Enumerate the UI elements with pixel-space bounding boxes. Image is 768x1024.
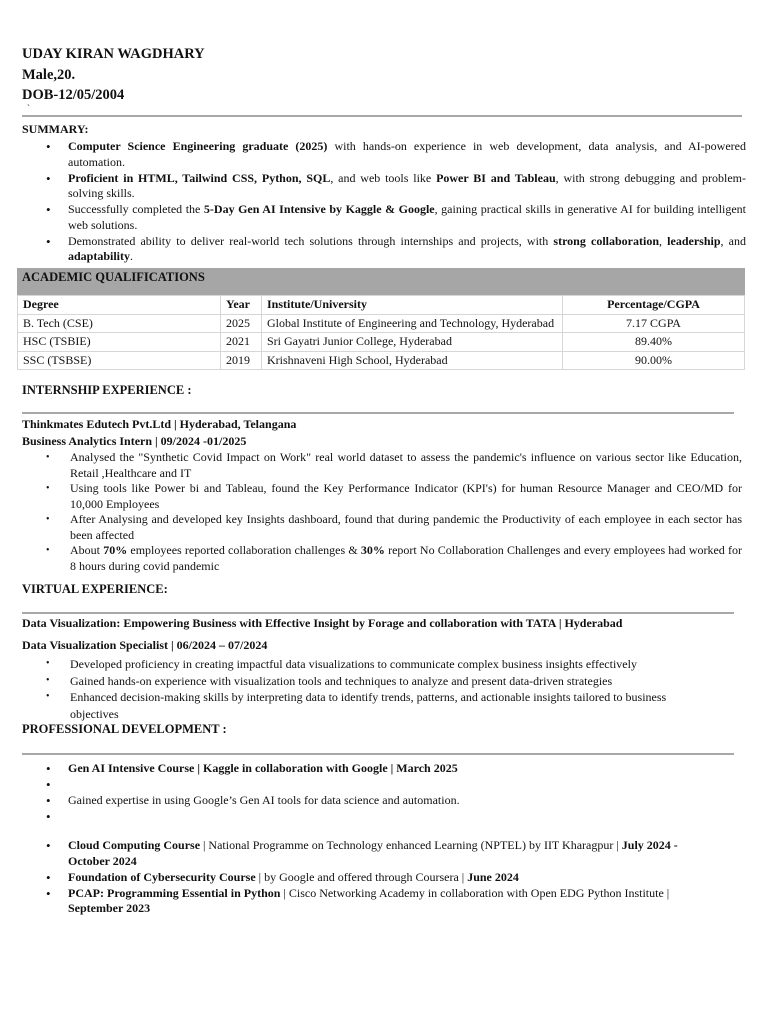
virtual-item: • Developed proficiency in creating impactful data visualizations to communicate complex business insights effectively [22, 656, 712, 673]
cell-degree: HSC (TSBIE) [18, 333, 221, 352]
virtual-item: • Enhanced decision-making skills by interpreting data to identify trends, patterns, and actionable insights tailored to business objectives [22, 689, 712, 722]
cell-percentage: 90.00% [563, 351, 745, 370]
summary-item: • Computer Science Engineering graduate (2025) with hands-on experience in web development, data analysis, and AI-powered automation. [22, 139, 746, 170]
col-degree: Degree [18, 296, 221, 315]
col-institute: Institute/University [262, 296, 563, 315]
stray-mark: ` [27, 103, 30, 113]
table-row [18, 351, 745, 370]
bullet-spacer [22, 825, 712, 838]
gender-age: Male,20. [22, 67, 76, 83]
professional-list-2 [22, 838, 712, 917]
virtual-role: Data Visualization Specialist | 06/2024 – 07/2024 [22, 638, 268, 652]
internship-item: • About 70% employees reported collaboration challenges & 30% report No Collaboration Challenges and every employees had worked for 8 hours during covid pandemic [22, 543, 742, 574]
date-of-birth: DOB-12/05/2004 [22, 87, 125, 103]
header-divider [22, 115, 742, 117]
summary-item: • Successfully completed the 5-Day Gen AI Intensive by Kaggle & Google, gaining practical skills in generative AI for building intelligent web solutions. [22, 202, 746, 233]
professional-heading: PROFESSIONAL DEVELOPMENT : [22, 722, 227, 736]
col-percentage: Percentage/CGPA [563, 296, 745, 315]
table-row [18, 333, 745, 352]
table-header-row [18, 296, 745, 315]
cell-institute: Krishnaveni High School, Hyderabad [262, 351, 563, 370]
course-item: • PCAP: Programming Essential in Python | Cisco Networking Academy in collaboration with Open EDG Python Institute | September 2023 [22, 886, 712, 917]
cell-degree: B. Tech (CSE) [18, 314, 221, 333]
table-row [18, 314, 745, 333]
virtual-program: Data Visualization: Empowering Business with Effective Insight by Forage and collaboration with TATA | Hyderabad [22, 616, 623, 630]
empty-bullet [22, 777, 712, 793]
academic-heading: ACADEMIC QUALIFICATIONS [22, 270, 205, 284]
academic-table [17, 295, 745, 370]
candidate-name: UDAY KIRAN WAGDHARY [22, 46, 205, 62]
internship-role: Business Analytics Intern | 09/2024 -01/2025 [22, 434, 247, 448]
empty-bullet [22, 809, 712, 825]
virtual-list [22, 656, 712, 722]
virtual-heading: VIRTUAL EXPERIENCE: [22, 582, 168, 596]
cell-institute: Global Institute of Engineering and Technology, Hyderabad [262, 314, 563, 333]
cell-year: 2021 [221, 333, 262, 352]
internship-item: • Using tools like Power bi and Tableau, found the Key Performance Indicator (KPI's) for human Resource Manager and CEO/MD for 10,000 Employees [22, 481, 742, 512]
internship-list [22, 450, 742, 574]
summary-heading: SUMMARY: [22, 122, 89, 136]
summary-item: • Demonstrated ability to deliver real-world tech solutions through internships and projects, with strong collaboration, leadership, and adaptability. [22, 234, 746, 265]
cell-percentage: 7.17 CGPA [563, 314, 745, 333]
col-year: Year [221, 296, 262, 315]
cell-year: 2025 [221, 314, 262, 333]
cell-percentage: 89.40% [563, 333, 745, 352]
course-item: • Gen AI Intensive Course | Kaggle in collaboration with Google | March 2025 [22, 761, 712, 777]
internship-company: Thinkmates Edutech Pvt.Ltd | Hyderabad, Telangana [22, 417, 297, 431]
summary-list [22, 139, 746, 265]
virtual-item: • Gained hands-on experience with visualization tools and techniques to analyze and present data-driven strategies [22, 673, 712, 690]
professional-list [22, 761, 712, 840]
course-detail: • Gained expertise in using Google’s Gen AI tools for data science and automation. [22, 793, 712, 809]
internship-divider [22, 412, 734, 414]
course-item: • Foundation of Cybersecurity Course | by Google and offered through Coursera | June 2024 [22, 870, 712, 886]
internship-item: • After Analysing and developed key Insights dashboard, found that during pandemic the Productivity of each employee in each sector has been affected [22, 512, 742, 543]
professional-divider [22, 753, 734, 755]
virtual-divider [22, 612, 734, 614]
summary-item: • Proficient in HTML, Tailwind CSS, Python, SQL, and web tools like Power BI and Tableau, with strong debugging and problem-solving skills. [22, 171, 746, 202]
internship-item: • Analysed the "Synthetic Covid Impact on Work" real world dataset to assess the pandemic's influence on various sector like Education, Retail ,Healthcare and IT [22, 450, 742, 481]
course-item: • Cloud Computing Course | National Programme on Technology enhanced Learning (NPTEL) by IIT Kharagpur | July 2024 - October 2024 [22, 838, 712, 869]
cell-degree: SSC (TSBSE) [18, 351, 221, 370]
cell-institute: Sri Gayatri Junior College, Hyderabad [262, 333, 563, 352]
cell-year: 2019 [221, 351, 262, 370]
internship-heading: INTERNSHIP EXPERIENCE : [22, 383, 192, 397]
